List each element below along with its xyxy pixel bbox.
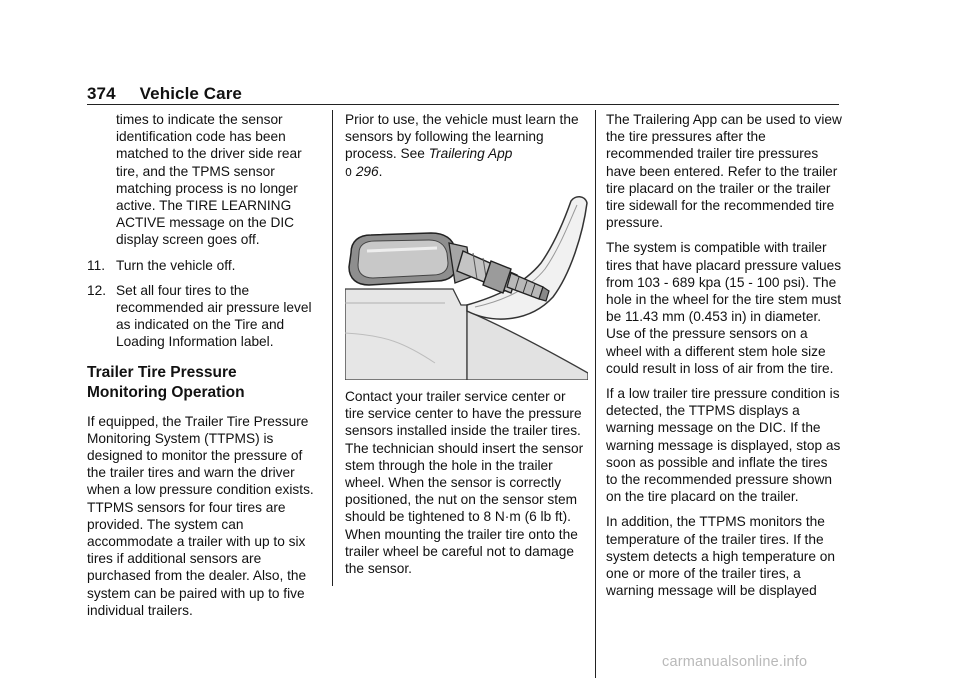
- compatibility-paragraph: The system is compatible with trailer tires that have placard pressure values from 103 - 689 kpa (15 - 100 psi). The hole in the wheel for the tire stem must be 11.43 mm (0.453 in) in diameter. Use of the pressure sensors on a wheel with a different stem hole size could result in loss of air from the tire.: [606, 240, 842, 376]
- header-rule: [87, 104, 839, 105]
- step-continuation: times to indicate the sensor identification code has been matched to the driver side rear tire, and the TPMS sensor matching process is no longer active. The TIRE LEARNING ACTIVE message on the DIC display screen goes off.: [116, 112, 302, 248]
- column-divider-1: [332, 110, 333, 586]
- xref-page[interactable]: 296: [355, 163, 379, 179]
- ttpms-description: If equipped, the Trailer Tire Pressure Monitoring System (TTPMS) is designed to monitor the pressure of the trailer tires and warn the driver when a low pressure condition exists. TTPMS sensors for four tires are provided. The system can accommodate a trailer with up to six tires if additional sensors are purchased from the dealer. Also, the system can be paired with up to five individual trailers.: [87, 413, 314, 618]
- section-heading: Trailer Tire Pressure Monitoring Operation: [87, 363, 245, 401]
- step-number: 11.: [87, 257, 106, 273]
- column-3: [606, 111, 842, 607]
- column-1: [87, 111, 324, 627]
- watermark: carmanualsonline.info: [662, 654, 808, 670]
- column-divider-2: [595, 110, 596, 678]
- temperature-paragraph: In addition, the TTPMS monitors the temperature of the trailer tires. If the system detects a high temperature on one or more of the trailer tires, a warning message will be displayed: [606, 514, 836, 599]
- xref-link[interactable]: Trailering App: [428, 146, 513, 162]
- section-title: Vehicle Care: [139, 84, 242, 103]
- step-number: 12.: [87, 282, 107, 298]
- step-11: [87, 257, 324, 274]
- app-paragraph: The Trailering App can be used to view the tire pressures after the recommended trailer tire pressures have been entered. Refer to the trailer tire placard on the trailer or the trailer tire sidewall for the recommended tire pressure.: [606, 112, 842, 231]
- page-header: [87, 84, 242, 104]
- step-text: Set all four tires to the recommended air pressure level as indicated on the Tire and Loading Information label.: [116, 282, 312, 350]
- column-2: [345, 111, 585, 189]
- page-ref-icon: 0: [345, 165, 352, 179]
- page-number: 374: [87, 84, 116, 103]
- step-12: [87, 282, 324, 351]
- low-pressure-paragraph: If a low trailer tire pressure condition is detected, the TTPMS displays a warning message on the DIC. If the warning message is displayed, stop as soon as possible and inflate the tires to the recommended pressure shown on the tire placard on the trailer.: [606, 386, 841, 505]
- tpms-sensor-illustration: [345, 193, 588, 380]
- install-paragraph: Contact your trailer service center or tire service center to have the pressure sensors installed inside the trailer tires. The technician should insert the sensor stem through the hole in the trailer wheel. When the sensor is correctly positioned, the nut on the sensor stem should be tightened to 8 N·m (6 lb ft). When mounting the trailer tire onto the trailer wheel be careful not to damage the sensor.: [345, 389, 584, 577]
- step-text: Turn the vehicle off.: [116, 257, 236, 273]
- learn-paragraph: Prior to use, the vehicle must learn the sensors by following the learning process. See Trailering App 0 296.: [345, 112, 579, 179]
- column-2-lower: [345, 388, 585, 585]
